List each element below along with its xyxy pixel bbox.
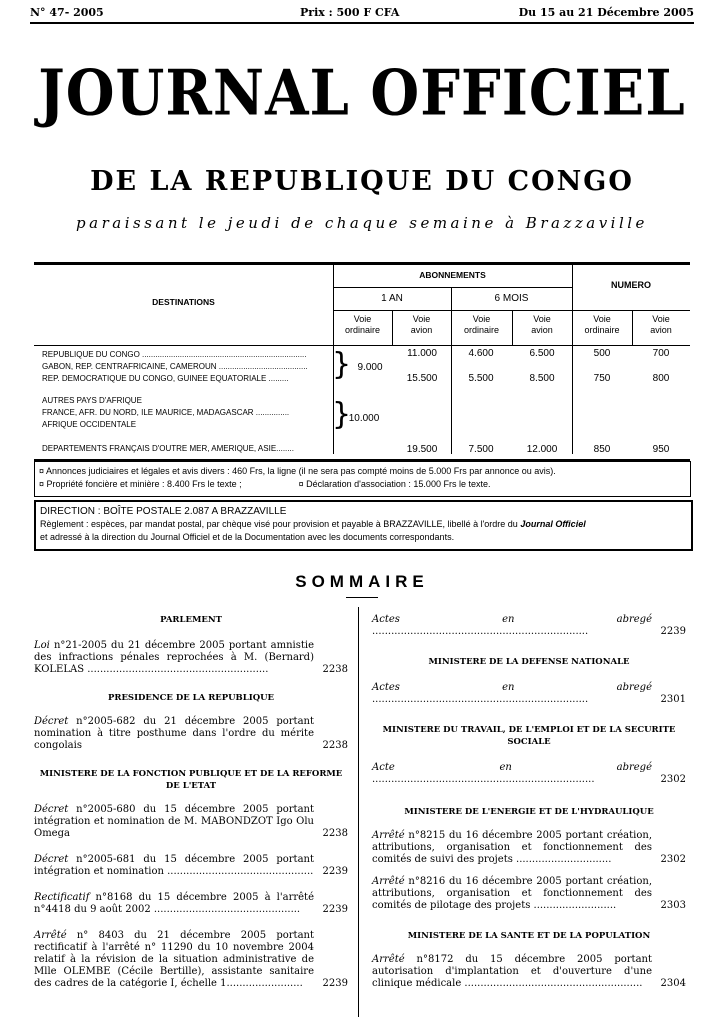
price-cell: 700 xyxy=(652,348,670,359)
sommaire-entry[interactable] xyxy=(372,614,686,638)
entry-page: 2239 xyxy=(322,978,348,989)
issue-number: N° 47- 2005 xyxy=(30,6,104,19)
dest-row: DEPARTEMENTS FRANÇAIS D'OUTRE MER, AMERIQUE, ASIE........ xyxy=(42,444,294,453)
brace-icon: } xyxy=(332,397,352,432)
sommaire-entry[interactable] xyxy=(34,854,348,878)
entry-kind: Décret xyxy=(34,854,69,865)
entry-text: n°8215 du 16 décembre 2005 portant création, attributions, organisation et fonctionnement des comités de suivi des projets .............................. xyxy=(372,830,652,865)
header-bar xyxy=(30,6,694,24)
col-voie-avion-2: Voie avion xyxy=(531,314,553,335)
sommaire-section: MINISTERE DE LA SANTE ET DE LA POPULATION xyxy=(407,931,651,941)
column-divider xyxy=(358,607,359,1017)
col-voie-ordinaire-2: Voie ordinaire xyxy=(463,314,500,335)
entry-page: 2302 xyxy=(660,854,686,865)
entry-kind: Décret xyxy=(34,804,69,815)
entry-text: .................................................................... xyxy=(372,694,589,705)
sommaire-entry[interactable] xyxy=(34,716,348,752)
entry-text: n°8172 du 15 décembre 2005 portant autorisation d'implantation et d'ouverture d'une clinique médicale ........................................................ xyxy=(372,954,652,989)
one-year-header: 1 AN xyxy=(381,293,403,304)
sommaire-entry[interactable] xyxy=(372,682,686,706)
price-cell: 7.500 xyxy=(468,444,494,455)
sommaire-entry[interactable] xyxy=(372,954,686,990)
sommaire-entry[interactable] xyxy=(372,830,686,866)
entry-text: n° 8403 du 21 décembre 2005 portant rectificatif à l'arrêté n° 11290 du 10 novembre 2004 relatif à la révision de la situation administrative de Mlle OLEMBE (Cécile Bertille), assistante sanitaire des cadres de la catégorie I, échelle 1........................ xyxy=(34,930,314,989)
sommaire-section: MINISTERE DE LA FONCTION PUBLIQUE ET DE LA REFORME DE L'ETAT xyxy=(39,769,343,791)
sommaire-title: SOMMAIRE xyxy=(295,572,429,591)
journal-name: Journal Officiel xyxy=(520,519,586,529)
entry-kind: Actes en abregé xyxy=(372,682,652,693)
entry-kind: Actes en abregé xyxy=(372,614,652,625)
group2-ordinaire: 10.000 xyxy=(348,413,380,424)
direction-title: DIRECTION : BOÎTE POSTALE 2.087 A BRAZZAVILLE xyxy=(40,506,287,517)
entry-text: n°8216 du 16 décembre 2005 portant création, attributions, organisation et fonctionnement des comités de pilotage des projets .......................... xyxy=(372,876,652,911)
issue-price: Prix : 500 F CFA xyxy=(300,6,400,19)
entry-page: 2301 xyxy=(660,694,686,705)
issue-date-range: Du 15 au 21 Décembre 2005 xyxy=(518,6,694,19)
annonces-association: ¤ Déclaration d'association : 15.000 Frs le texte. xyxy=(298,479,491,489)
annonces-fonciere: ¤ Propriété foncière et minière : 8.400 Frs le texte ; xyxy=(39,479,242,489)
col-voie-avion-3: Voie avion xyxy=(650,314,672,335)
sommaire-entry[interactable] xyxy=(372,876,686,912)
dest-row: FRANCE, AFR. DU NORD, ILE MAURICE, MADAGASCAR ............... xyxy=(42,408,290,417)
sommaire-entry[interactable] xyxy=(34,930,348,990)
price-cell: 6.500 xyxy=(529,348,555,359)
entry-text: ...................................................................... xyxy=(372,774,595,785)
price-cell: 12.000 xyxy=(526,444,558,455)
price-cell: 19.500 xyxy=(406,444,438,455)
entry-page: 2239 xyxy=(660,626,686,637)
sommaire-right-column xyxy=(372,614,686,990)
price-cell: 4.600 xyxy=(468,348,494,359)
six-months-header: 6 MOIS xyxy=(494,293,529,304)
price-cell: 950 xyxy=(652,444,670,455)
sommaire-section: MINISTERE DE L'ENERGIE ET DE L'HYDRAULIQUE xyxy=(404,807,654,817)
direction-reglement: Règlement : espèces, par mandat postal, par chèque visé pour provision et payable à BRAZZAVILLE, libellé à l'ordre du xyxy=(40,519,518,529)
entry-kind: Arrêté xyxy=(372,954,405,965)
entry-kind: Loi xyxy=(34,640,50,651)
dest-row: REP. DEMOCRATIQUE DU CONGO, GUINEE EQUATORIALE ......... xyxy=(42,374,289,383)
sommaire-entry[interactable] xyxy=(34,640,348,676)
entry-kind: Arrêté xyxy=(34,930,67,941)
price-cell: 15.500 xyxy=(406,373,438,384)
entry-page: 2302 xyxy=(660,774,686,785)
entry-kind: Arrêté xyxy=(372,876,405,887)
dest-row: GABON, REP. CENTRAFRICAINE, CAMEROUN ........................................ xyxy=(42,362,308,371)
direction-box xyxy=(34,500,693,551)
entry-kind: Rectificatif xyxy=(34,892,90,903)
col-voie-avion-1: Voie avion xyxy=(410,314,433,335)
entry-kind: Arrêté xyxy=(372,830,405,841)
sommaire-entry[interactable] xyxy=(34,892,348,916)
sommaire-section: MINISTERE DE LA DEFENSE NATIONALE xyxy=(428,657,630,667)
sommaire-left-column xyxy=(34,614,348,990)
entry-kind: Acte en abregé xyxy=(372,762,652,773)
entry-page: 2238 xyxy=(322,664,348,675)
sommaire-entry[interactable] xyxy=(34,804,348,840)
sommaire-entry[interactable] xyxy=(372,762,686,786)
sommaire-section: PARLEMENT xyxy=(160,615,222,625)
price-cell: 750 xyxy=(593,373,611,384)
dest-row: REPUBLIQUE DU CONGO .......................................................................... xyxy=(42,350,307,359)
entry-page: 2239 xyxy=(322,866,348,877)
col-voie-ordinaire-1: Voie ordinaire xyxy=(344,314,381,335)
entry-kind: Décret xyxy=(34,716,69,727)
annonces-line: ¤ Annonces judiciaires et légales et avis divers : 460 Frs, la ligne (il ne sera pas compté moins de 5.000 Frs par annonce ou avis). xyxy=(39,466,556,476)
direction-adresse: et adressé à la direction du Journal Officiel et de la Documentation avec les documents correspondants. xyxy=(40,532,455,542)
price-cell: 800 xyxy=(652,373,670,384)
entry-page: 2304 xyxy=(660,978,686,989)
numero-header: NUMERO xyxy=(611,280,651,290)
entry-text: n°21-2005 du 21 décembre 2005 portant amnistie des infractions pénales reprochées à M. (Bernard) KOLELAS ......................................................... xyxy=(34,640,314,675)
price-cell: 8.500 xyxy=(529,373,555,384)
entry-page: 2238 xyxy=(322,828,348,839)
entry-page: 2238 xyxy=(322,740,348,751)
entry-text: .................................................................... xyxy=(372,626,589,637)
journal-title: JOURNAL OFFICIEL xyxy=(38,56,686,130)
journal-tagline: paraissant le jeudi de chaque semaine à Brazzaville xyxy=(76,214,648,232)
entry-text: n°2005-682 du 21 décembre 2005 portant nomination à titre posthume dans l'ordre du mérite congolais xyxy=(34,716,314,751)
entry-page: 2303 xyxy=(660,900,686,911)
sommaire-section: PRESIDENCE DE LA REPUBLIQUE xyxy=(108,693,274,703)
col-voie-ordinaire-3: Voie ordinaire xyxy=(584,314,620,335)
entry-page: 2239 xyxy=(322,904,348,915)
entry-text: n°2005-681 du 15 décembre 2005 portant intégration et nomination .............................................. xyxy=(34,854,314,877)
abonnements-header: ABONNEMENTS xyxy=(419,270,486,280)
price-cell: 500 xyxy=(593,348,611,359)
journal-subtitle: DE LA REPUBLIQUE DU CONGO xyxy=(90,166,634,197)
annonces-box xyxy=(34,461,691,497)
price-cell: 11.000 xyxy=(407,348,437,359)
destinations-header: DESTINATIONS xyxy=(152,297,215,307)
group1-ordinaire: 9.000 xyxy=(357,362,383,373)
sommaire-section: MINISTERE DU TRAVAIL, DE L'EMPLOI ET DE LA SECURITE SOCIALE xyxy=(382,725,676,747)
dest-row: AUTRES PAYS D'AFRIQUE xyxy=(42,396,142,405)
dest-row: AFRIQUE OCCIDENTALE xyxy=(42,420,137,429)
entry-text: n°2005-680 du 15 décembre 2005 portant intégration et nomination de M. MABONDZOT Igo Olu Omega xyxy=(34,804,314,839)
price-cell: 850 xyxy=(593,444,611,455)
brace-icon: } xyxy=(332,347,352,382)
price-cell: 5.500 xyxy=(468,373,494,384)
entry-text: n°8168 du 15 décembre 2005 à l'arrêté n°4418 du 9 août 2002 .............................................. xyxy=(34,892,314,915)
